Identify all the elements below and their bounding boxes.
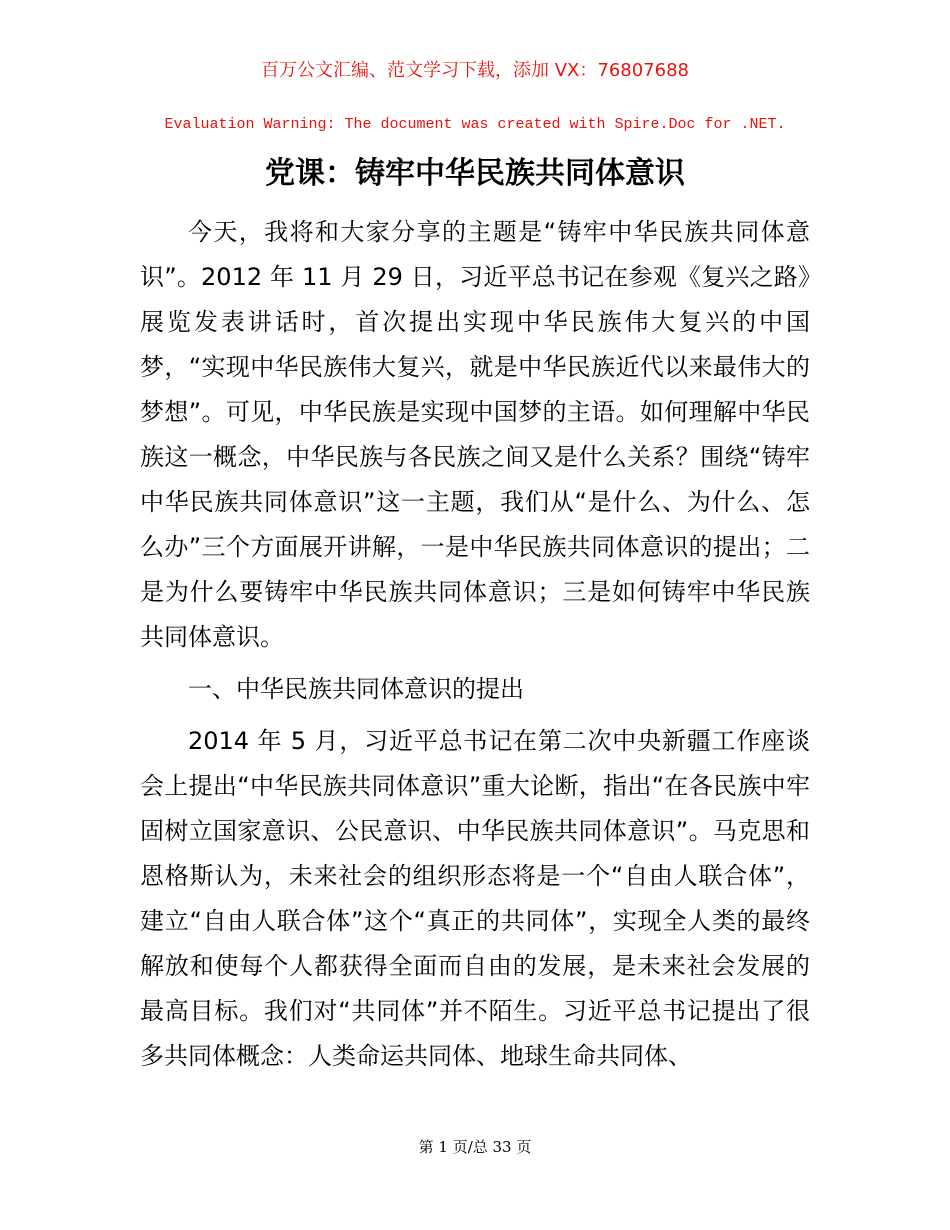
body-paragraph: 2014 年 5 月，习近平总书记在第二次中央新疆工作座谈会上提出“中华民族共同体意识”重大论断，指出“在各民族中牢固树立国家意识、公民意识、中华民族共同体意识”。马克思和恩格斯认为，未来社会的组织形态将是一个“自由人联合体”，建立“自由人联合体”这个“真正的共同体”，实现全人类的最终解放和使每个人都获得全面而自由的发展，是未来社会发展的最高目标。我们对“共同体”并不陌生。习近平总书记提出了很多共同体概念：人类命运共同体、地球生命共同体、 bbox=[140, 727, 810, 1070]
intro-paragraph: 今天，我将和大家分享的主题是“铸牢中华民族共同体意识”。2012 年 11 月 29 日，习近平总书记在参观《复兴之路》展览发表讲话时，首次提出实现中华民族伟大复兴的中国梦，“实现中华民族伟大复兴，就是中华民族近代以来最伟大的梦想”。可见，中华民族是实现中国梦的主语。如何理解中华民族这一概念，中华民族与各民族之间又是什么关系？围绕“铸牢中华民族共同体意识”这一主题，我们从“是什么、为什么、怎么办”三个方面展开讲解，一是中华民族共同体意识的提出；二是为什么要铸牢中华民族共同体意识；三是如何铸牢中华民族共同体意识。 bbox=[140, 218, 810, 651]
document-title: 党课：铸牢中华民族共同体意识 bbox=[265, 156, 685, 191]
document-body bbox=[140, 210, 810, 1086]
page-number: 第 1 页/总 33 页 bbox=[418, 1138, 532, 1156]
evaluation-warning: Evaluation Warning: The document was created with Spire.Doc for .NET. bbox=[164, 116, 786, 133]
header-banner: 百万公文汇编、范文学习下载，添加 VX：76807688 bbox=[261, 60, 689, 81]
section-heading: 一、中华民族共同体意识的提出 bbox=[188, 675, 524, 703]
